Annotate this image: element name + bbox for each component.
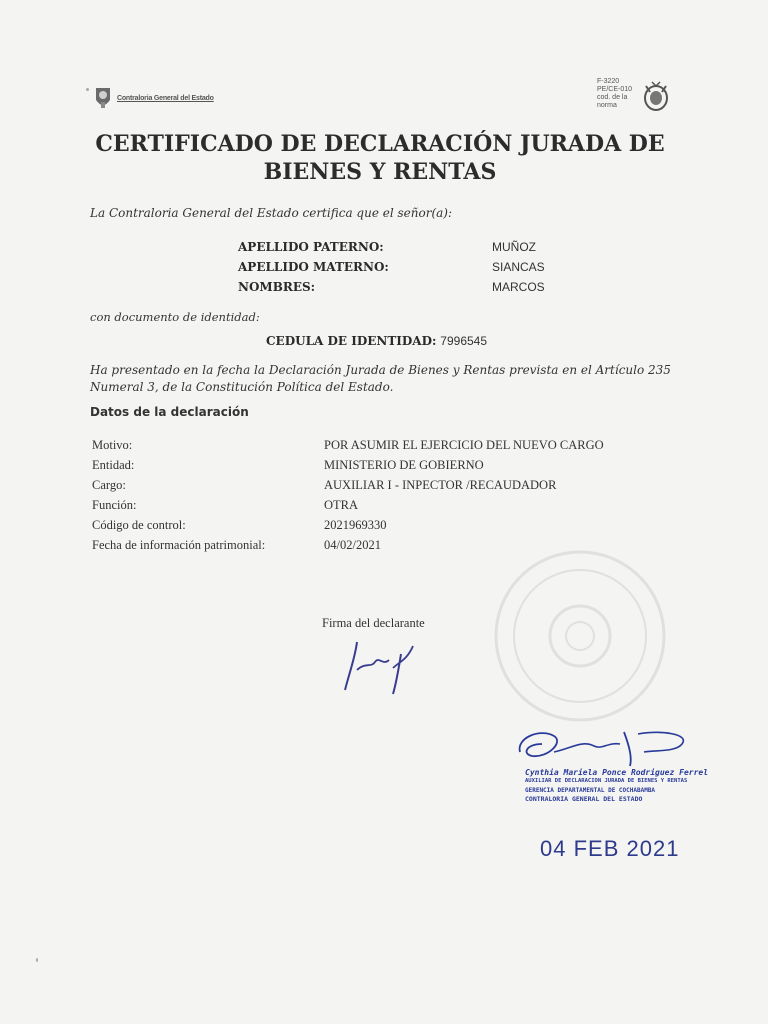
- title-line: BIENES Y RENTAS: [263, 159, 497, 185]
- detail-value: POR ASUMIR EL EJERCICIO DEL NUEVO CARGO: [324, 437, 604, 452]
- detail-label: Motivo:: [92, 437, 133, 452]
- detail-value: 2021969330: [324, 517, 387, 532]
- person-row: [238, 237, 598, 257]
- detail-label: Entidad:: [92, 457, 135, 472]
- section-title: Datos de la declaración: [90, 405, 249, 419]
- declarant-signature-icon: [335, 632, 435, 696]
- detail-row: [92, 475, 692, 495]
- detail-label: Fecha de información patrimonial:: [92, 537, 266, 552]
- detail-label: Cargo:: [92, 477, 126, 492]
- field-value: MUÑOZ: [492, 240, 536, 254]
- detail-value: 04/02/2021: [324, 537, 381, 552]
- coat-of-arms-icon: [640, 80, 672, 114]
- detail-label: Función:: [92, 497, 137, 512]
- field-value: SIANCAS: [492, 260, 545, 274]
- institution-name: Contraloria General del Estado: [117, 94, 214, 102]
- institution-logo: [92, 84, 214, 112]
- form-code-line: PE/CE-010: [597, 86, 633, 93]
- title-line: CERTIFICADO DE DECLARACIÓN JURADA DE: [95, 131, 665, 157]
- declaration-details: [92, 435, 692, 555]
- stamp-line: AUXILIAR DE DECLARACION JURADA DE BIENES Y RENTAS: [525, 778, 688, 784]
- detail-row: [92, 435, 692, 455]
- presented-text: [90, 362, 690, 396]
- presented-line: Ha presentado en la fecha la Declaración Jurada de Bienes y Rentas prevista en el Artículo 235: [90, 363, 671, 377]
- intro-text: La Contraloria General del Estado certifica que el señor(a):: [90, 206, 453, 220]
- field-label: APELLIDO MATERNO:: [238, 260, 389, 274]
- stamp-line: Cynthia Mariela Ponce Rodriguez Ferrel: [525, 768, 709, 777]
- person-row: [238, 277, 598, 297]
- cedula-label: CEDULA DE IDENTIDAD:: [266, 334, 437, 348]
- date-stamp: 04 FEB 2021: [540, 836, 680, 861]
- form-code-line: cod. de la: [597, 94, 628, 101]
- detail-row: [92, 495, 692, 515]
- person-row: [238, 257, 598, 277]
- form-code-line: norma: [597, 102, 617, 109]
- form-code: [597, 78, 632, 110]
- contraloria-emblem-icon: [92, 84, 114, 112]
- signature-label: Firma del declarante: [322, 616, 425, 630]
- cedula-line: [266, 334, 487, 348]
- embossed-seal-icon: [492, 548, 668, 724]
- detail-value: AUXILIAR I - INPECTOR /RECAUDADOR: [324, 477, 557, 492]
- form-code-line: F-3220: [597, 78, 620, 85]
- document-intro: con documento de identidad:: [90, 310, 260, 324]
- field-label: NOMBRES:: [238, 280, 316, 294]
- detail-row: [92, 455, 692, 475]
- field-label: APELLIDO PATERNO:: [238, 240, 384, 254]
- person-info: [238, 237, 598, 297]
- cedula-value: 7996545: [440, 334, 488, 348]
- detail-value: OTRA: [324, 497, 359, 512]
- stamp-line: CONTRALORIA GENERAL DEL ESTADO: [525, 795, 643, 803]
- official-stamp: [525, 768, 708, 804]
- detail-label: Código de control:: [92, 517, 186, 532]
- official-signature-icon: [512, 722, 692, 772]
- detail-value: MINISTERIO DE GOBIERNO: [324, 457, 484, 472]
- paper-speck: [86, 88, 89, 91]
- field-value: MARCOS: [492, 280, 545, 294]
- detail-row: [92, 515, 692, 535]
- stamp-line: GERENCIA DEPARTAMENTAL DE COCHABAMBA: [525, 787, 656, 794]
- presented-line: Numeral 3, de la Constitución Política del Estado.: [90, 380, 394, 394]
- page-title: [60, 130, 700, 186]
- paper-speck: [36, 958, 38, 962]
